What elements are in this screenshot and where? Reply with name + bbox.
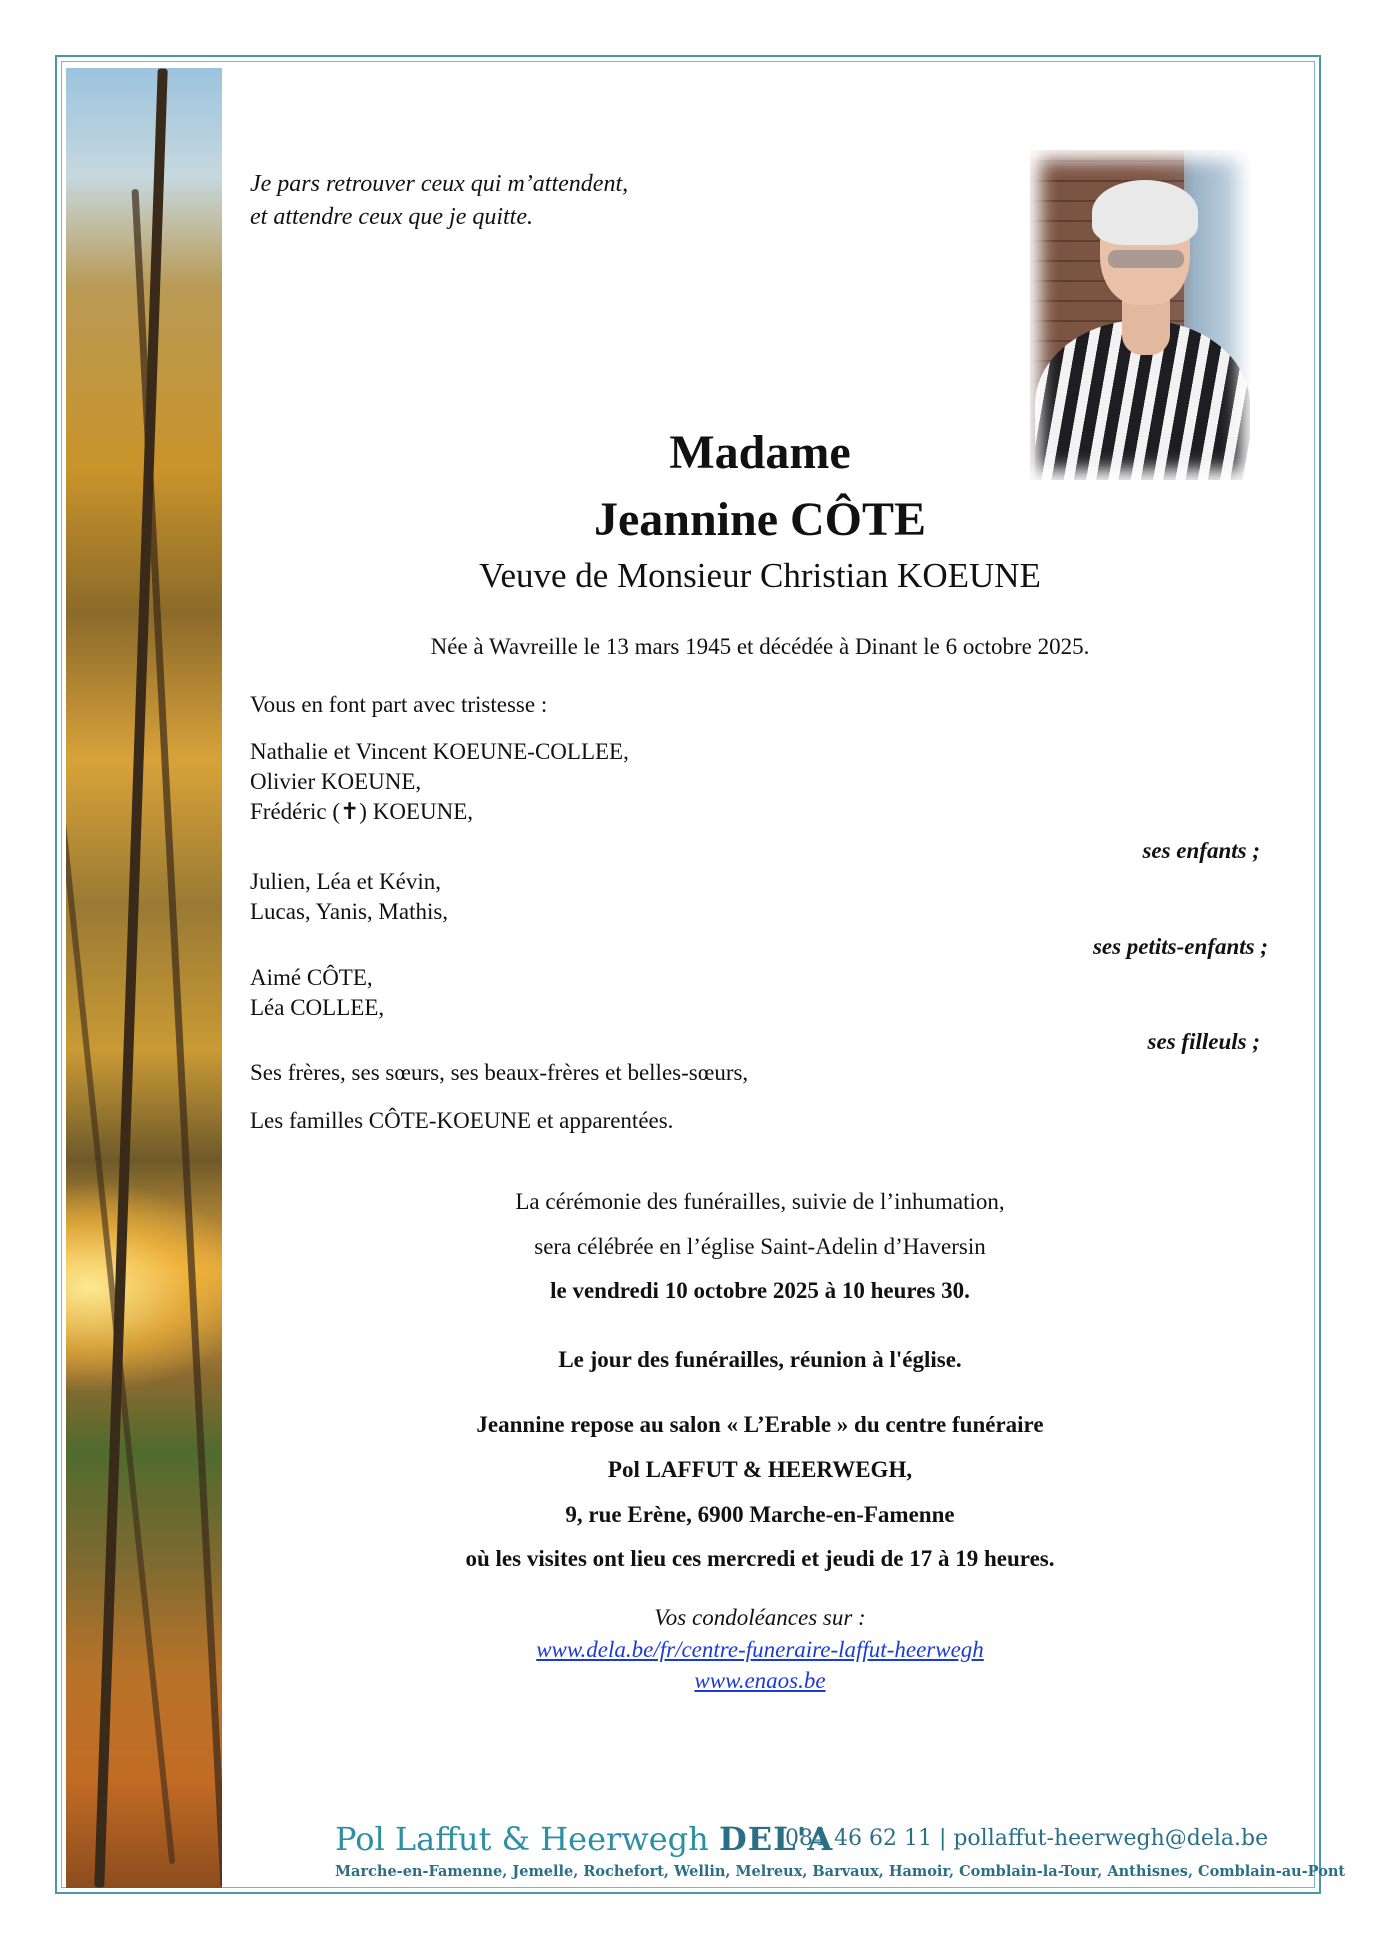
condolences-label: Vos condoléances sur :	[654, 1605, 866, 1630]
footer-contact: 084 46 62 11 | pollaffut-heerwegh@dela.be	[785, 1826, 1269, 1851]
spouse-line: Veuve de Monsieur Christian KOEUNE	[479, 556, 1041, 595]
children-role: ses enfants ;	[1142, 838, 1260, 863]
epitaph-quote	[250, 168, 628, 234]
brand-name: Pol Laffut & Heerwegh	[335, 1820, 709, 1858]
ceremony-line: La cérémonie des funérailles, suivie de l’inhumation,	[515, 1189, 1005, 1214]
grandchildren-role: ses petits-enfants ;	[1092, 934, 1268, 959]
siblings-line: Ses frères, ses sœurs, ses beaux-frères et belles-sœurs,	[250, 1060, 749, 1085]
condolences-link-row	[250, 1637, 1270, 1663]
quote-line: et attendre ceux que je quitte.	[250, 204, 533, 230]
grandchildren-list	[250, 867, 448, 927]
list-item: Julien, Léa et Kévin,	[250, 869, 441, 894]
children-list	[250, 737, 629, 827]
list-item: Frédéric (✝) KOEUNE,	[250, 799, 474, 824]
list-item: Nathalie et Vincent KOEUNE-COLLEE,	[250, 739, 629, 764]
condolences-link-enaos[interactable]: www.enaos.be	[694, 1668, 826, 1693]
tree-trunk	[94, 68, 168, 1887]
rest-line: 9, rue Erène, 6900 Marche-en-Famenne	[565, 1502, 955, 1527]
footer-brand	[335, 1820, 833, 1858]
list-item: Lucas, Yanis, Mathis,	[250, 899, 449, 924]
ceremony-date: le vendredi 10 octobre 2025 à 10 heures 30.	[550, 1278, 970, 1303]
condolences-link-row	[250, 1668, 1270, 1694]
ceremony-line: sera célébrée en l’église Saint-Adelin d’Haversin	[534, 1234, 986, 1259]
rest-line: Pol LAFFUT & HEERWEGH,	[607, 1457, 913, 1482]
list-item: Aimé CÔTE,	[250, 965, 373, 990]
quote-line: Je pars retrouver ceux qui m’attendent,	[250, 171, 629, 197]
announcement-intro: Vous en font part avec tristesse :	[250, 692, 548, 717]
deceased-name: Jeannine CÔTE	[593, 493, 927, 546]
salutation: Madame	[669, 426, 851, 479]
footer-towns: Marche-en-Famenne, Jemelle, Rochefort, Wellin, Melreux, Barvaux, Hamoir, Comblain-la-Tour, Anthisnes, Comblain-au-Pont	[335, 1863, 1346, 1880]
dela-logo: DEL'A	[718, 1820, 834, 1858]
autumn-forest-image	[66, 68, 222, 1888]
families-line: Les familles CÔTE-KOEUNE et apparentées.	[250, 1108, 674, 1133]
list-item: Léa COLLEE,	[250, 995, 385, 1020]
meeting-line: Le jour des funérailles, réunion à l'église.	[558, 1347, 962, 1372]
birth-death-line: Née à Wavreille le 13 mars 1945 et décédée à Dinant le 6 octobre 2025.	[430, 634, 1090, 659]
rest-line: Jeannine repose au salon « L’Erable » du centre funéraire	[476, 1412, 1044, 1437]
godchildren-role: ses filleuls ;	[1147, 1029, 1260, 1054]
condolences-link-dela[interactable]: www.dela.be/fr/centre-funeraire-laffut-heerwegh	[536, 1637, 984, 1662]
rest-line: où les visites ont lieu ces mercredi et jeudi de 17 à 19 heures.	[465, 1546, 1055, 1571]
list-item: Olivier KOEUNE,	[250, 769, 422, 794]
godchildren-list	[250, 963, 384, 1023]
